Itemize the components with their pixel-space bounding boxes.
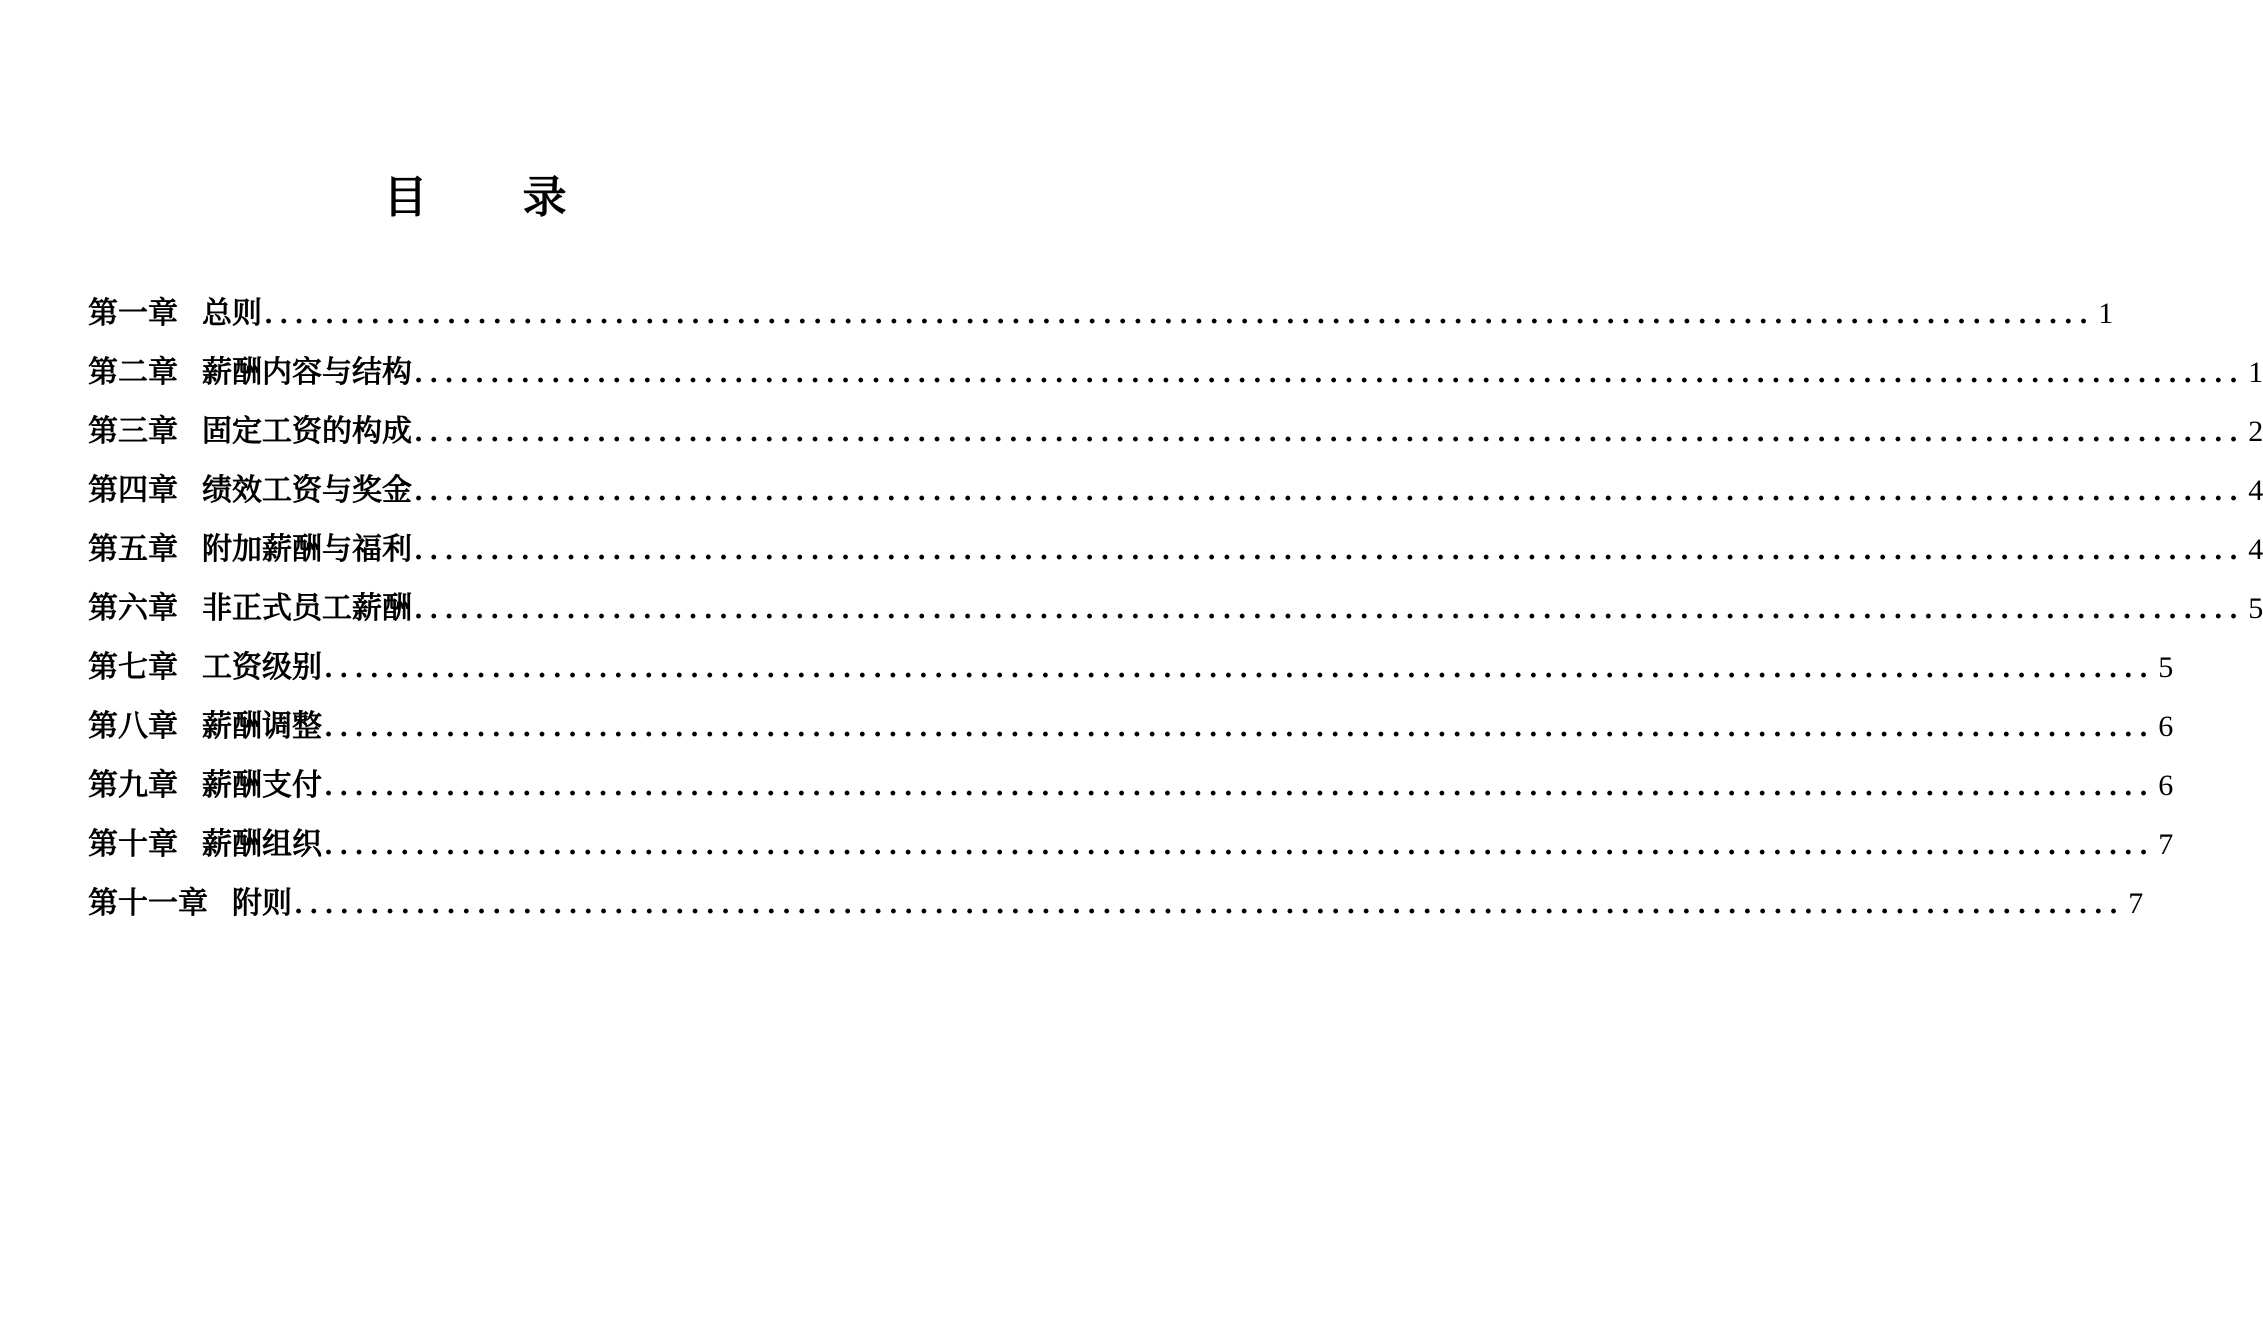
toc-chapter-title: 总则 <box>202 296 262 331</box>
toc-page-number: 1 <box>2248 356 2263 389</box>
toc-entry[interactable] <box>88 461 2263 520</box>
toc-chapter-title: 薪酬支付 <box>202 768 322 803</box>
toc-page-number: 7 <box>2158 828 2174 861</box>
toc-page-number: 2 <box>2248 415 2263 448</box>
toc-chapter-number: 第九章 <box>88 768 178 803</box>
toc-dot-leader: ........................................................................................................................ <box>294 890 2125 920</box>
toc-chapter-title: 固定工资的构成 <box>202 414 412 449</box>
toc-chapter-number: 第三章 <box>88 414 178 449</box>
toc-page-number: 5 <box>2158 651 2174 684</box>
toc-chapter-title: 薪酬组织 <box>202 827 322 862</box>
toc-chapter-title: 工资级别 <box>202 650 322 685</box>
toc-entry[interactable] <box>88 579 2263 638</box>
toc-dot-leader: ........................................................................................................................ <box>414 418 2245 448</box>
toc-entry[interactable] <box>88 874 2144 933</box>
toc-chapter-number: 第二章 <box>88 355 178 390</box>
toc-dot-leader: ........................................................................................................................ <box>324 713 2155 743</box>
toc-chapter-title: 非正式员工薪酬 <box>202 591 412 626</box>
toc-chapter-number: 第十章 <box>88 827 178 862</box>
toc-entry[interactable] <box>88 284 2114 343</box>
toc-chapter-title: 绩效工资与奖金 <box>202 473 412 508</box>
toc-page-number: 6 <box>2158 710 2174 743</box>
toc-entry[interactable] <box>88 402 2263 461</box>
toc-chapter-number: 第一章 <box>88 296 178 331</box>
toc-chapter-number: 第六章 <box>88 591 178 626</box>
toc-chapter-number: 第八章 <box>88 709 178 744</box>
toc-dot-leader: ........................................................................................................................ <box>414 477 2245 507</box>
toc-page-number: 5 <box>2248 592 2263 625</box>
toc-chapter-title: 附加薪酬与福利 <box>202 532 412 567</box>
toc-dot-leader: ........................................................................................................................ <box>414 536 2245 566</box>
toc-page-number: 1 <box>2098 297 2114 330</box>
toc-dot-leader: ........................................................................................................................ <box>324 654 2155 684</box>
toc-title: 目 录 <box>383 172 607 223</box>
toc-entry[interactable] <box>88 343 2263 402</box>
toc-chapter-number: 第七章 <box>88 650 178 685</box>
toc-chapter-title: 薪酬内容与结构 <box>202 355 412 390</box>
toc-chapter-title: 附则 <box>232 886 292 921</box>
toc-chapter-number: 第五章 <box>88 532 178 567</box>
toc-dot-leader: ........................................................................................................................ <box>414 595 2245 625</box>
toc-dot-leader: ........................................................................................................................ <box>414 359 2245 389</box>
table-of-contents <box>88 284 2263 933</box>
toc-entry[interactable] <box>88 697 2174 756</box>
toc-dot-leader: ........................................................................................................................ <box>324 831 2155 861</box>
toc-page-number: 6 <box>2158 769 2174 802</box>
toc-entry[interactable] <box>88 520 2263 579</box>
toc-entry[interactable] <box>88 638 2174 697</box>
toc-dot-leader: ........................................................................................................................ <box>324 772 2155 802</box>
toc-chapter-number: 第四章 <box>88 473 178 508</box>
toc-page-number: 4 <box>2248 474 2263 507</box>
toc-entry[interactable] <box>88 756 2174 815</box>
toc-chapter-title: 薪酬调整 <box>202 709 322 744</box>
toc-chapter-number: 第十一章 <box>88 886 208 921</box>
toc-dot-leader: ........................................................................................................................ <box>264 300 2095 330</box>
toc-page-number: 7 <box>2128 887 2144 920</box>
toc-page-number: 4 <box>2248 533 2263 566</box>
toc-entry[interactable] <box>88 815 2174 874</box>
